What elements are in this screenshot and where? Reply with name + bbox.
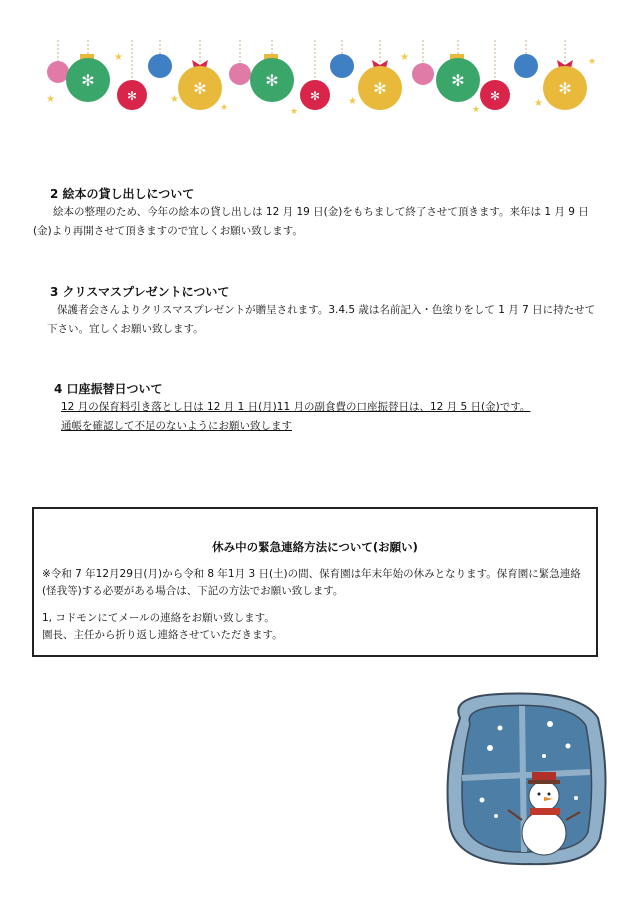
section-heading-christmas: 3 クリスマスプレゼントについて	[50, 285, 230, 299]
ornament-blue-3	[514, 54, 538, 78]
svg-text:✻: ✻	[489, 89, 501, 103]
ornament-pink-2	[229, 63, 251, 85]
section-body-christmas: 保護者会さんよりクリスマスプレゼントが贈呈されます。3.4.5 歳は名前記入・色塗りをして 1 月 7 日に持たせて下さい。宜しくお願い致します。	[47, 304, 596, 335]
ornament-red-3	[480, 80, 510, 110]
svg-text:★: ★	[400, 52, 409, 63]
notice-line-1: 1, コドモンにてメールの連絡をお願い致します。	[42, 612, 275, 624]
ornament-gold-1	[178, 60, 222, 110]
emergency-contact-notice-box	[32, 507, 598, 657]
svg-text:★: ★	[114, 52, 123, 63]
ornament-red-1	[117, 80, 147, 110]
svg-text:✻: ✻	[558, 79, 572, 98]
svg-text:★: ★	[46, 94, 55, 105]
section-christmas-present	[33, 283, 603, 339]
section-account-transfer	[33, 380, 603, 436]
notice-paragraph: ※令和 7 年12月29日(月)から令和 8 年1月 3 日(土)の間、保育園は年末年始の休みとなります。保育園に緊急連絡(怪我等)する必要がある場合は、下記の方法でお願い致します。	[42, 568, 581, 597]
ornament-blue-2	[330, 54, 354, 78]
ornament-gold-3	[543, 60, 587, 110]
svg-text:★: ★	[170, 94, 179, 105]
ornament-gold-2	[358, 60, 402, 110]
transfer-line-1: 12 月の保育料引き落とし日は 12 月 1 日(月)11 月の副食費の口座振替日は、12 月 5 日(金)です。	[61, 401, 531, 413]
svg-text:★: ★	[290, 107, 299, 117]
ornament-green-1	[66, 54, 110, 102]
svg-text:✻: ✻	[265, 71, 279, 90]
svg-text:✻: ✻	[451, 71, 465, 90]
christmas-ornament-garland	[40, 40, 600, 120]
notice-title: 休み中の緊急連絡方法について(お願い)	[212, 540, 418, 554]
section-picture-book-lending	[33, 185, 603, 241]
snowman-window-illustration	[440, 688, 610, 868]
ornament-green-2	[250, 54, 294, 102]
section-body-picture-books: 絵本の整理のため、今年の絵本の貸し出しは 12 月 19 日(金)をもちまして終了させて頂きます。来年は 1 月 9 日(金)より再開させて頂きますので宜しくお願い致します。	[33, 206, 589, 237]
ornament-blue-1	[148, 54, 172, 78]
svg-text:✻: ✻	[126, 89, 138, 103]
svg-text:★: ★	[348, 96, 357, 107]
svg-text:✻: ✻	[193, 79, 207, 98]
svg-text:★: ★	[534, 98, 543, 109]
ornament-pink-3	[412, 63, 434, 85]
svg-text:✻: ✻	[81, 71, 95, 90]
ornament-pink-1	[47, 61, 69, 83]
notice-line-2: 園長、主任から折り返し連絡させていただきます。	[42, 629, 283, 641]
ornament-green-3	[436, 54, 480, 102]
svg-text:✻: ✻	[373, 79, 387, 98]
svg-text:✻: ✻	[309, 89, 321, 103]
svg-text:★: ★	[588, 57, 597, 67]
svg-text:★: ★	[472, 105, 481, 115]
svg-text:★: ★	[220, 103, 229, 113]
section-heading-picture-books: 2 絵本の貸し出しについて	[50, 187, 195, 201]
section-heading-transfer: 4 口座振替日ついて	[54, 382, 163, 396]
ornament-red-2	[300, 80, 330, 110]
transfer-line-2: 通帳を確認して不足のないようにお願い致します	[61, 420, 292, 432]
